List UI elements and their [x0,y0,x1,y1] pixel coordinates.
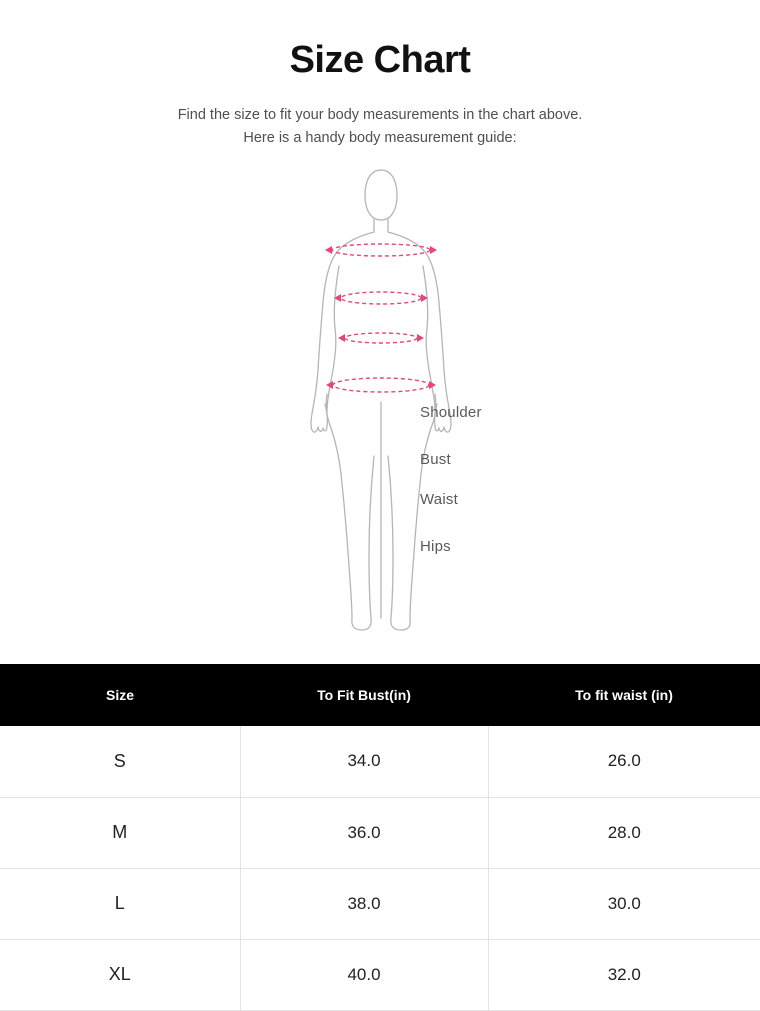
measurement-arrow-heads [325,246,437,389]
subtitle-line-1: Find the size to fit your body measurements in the chart above. [177,106,583,123]
label-hips: Hips [420,538,451,556]
cell-size: L [0,868,240,939]
cell-bust: 36.0 [240,797,488,868]
label-bust: Bust [420,451,451,469]
cell-bust: 38.0 [240,868,488,939]
size-chart-table [0,664,760,1011]
cell-bust: 34.0 [240,726,488,797]
label-waist: Waist [420,491,458,509]
page-title: Size Chart [289,39,471,81]
measurement-lines [332,244,430,392]
cell-size: S [0,726,240,797]
column-header-size: Size [0,664,240,726]
cell-size: M [0,797,240,868]
cell-bust: 40.0 [240,939,488,1010]
page-subtitle [0,104,760,150]
label-shoulder: Shoulder [420,404,482,422]
table-header [0,664,760,726]
table-row [0,726,760,797]
cell-waist: 32.0 [488,939,760,1010]
table-body [0,726,760,1010]
header-section [0,0,760,150]
cell-waist: 28.0 [488,797,760,868]
column-header-bust: To Fit Bust(in) [240,664,488,726]
cell-waist: 26.0 [488,726,760,797]
table-row [0,797,760,868]
cell-size: XL [0,939,240,1010]
column-header-waist: To fit waist (in) [488,664,760,726]
subtitle-line-2: Here is a handy body measurement guide: [243,129,517,146]
cell-waist: 30.0 [488,868,760,939]
table-row [0,868,760,939]
table-row [0,939,760,1010]
body-measurement-figure [0,156,760,656]
table-header-row [0,664,760,726]
